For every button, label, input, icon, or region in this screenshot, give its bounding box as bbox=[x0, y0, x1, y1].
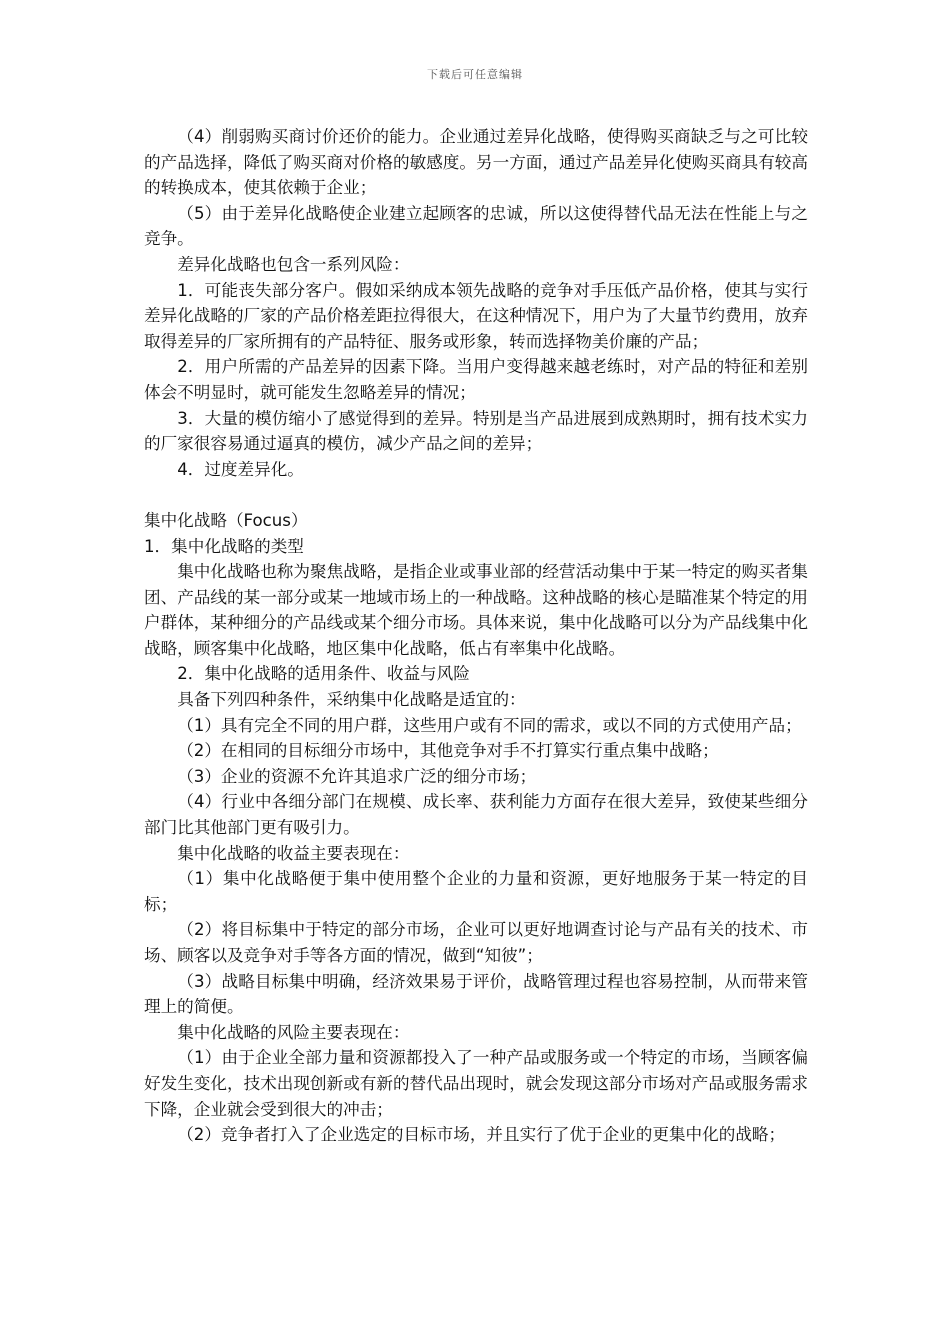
subsection-heading: 2．集中化战略的适用条件、收益与风险 bbox=[177, 664, 470, 684]
list-item: （2）竞争者打入了企业选定的目标市场，并且实行了优于企业的更集中化的战略； bbox=[177, 1125, 786, 1145]
paragraph: 1．可能丧失部分客户。假如采纳成本领先战略的竞争对手压低产品价格，使其与实行差异化战略的厂家的产品价格差距拉得很大，在这种情况下，用户为了大量节约费用，放弃取得差异的厂家所拥有的产品特征、服务或形象，转而选择物美价廉的产品； bbox=[144, 280, 808, 351]
paragraph: 4．过度差异化。 bbox=[177, 459, 304, 479]
paragraph: 2．用户所需的产品差异的因素下降。当用户变得越来越老练时，对产品的特征和差别体会不明显时，就可能发生忽略差异的情况； bbox=[144, 357, 808, 402]
list-item: （1）具有完全不同的用户群，这些用户或有不同的需求，或以不同的方式使用产品； bbox=[177, 715, 802, 735]
paragraph: 具备下列四种条件，采纳集中化战略是适宜的： bbox=[177, 690, 526, 710]
subsection-heading: 1．集中化战略的类型 bbox=[144, 536, 304, 556]
paragraph: 集中化战略的收益主要表现在： bbox=[177, 843, 410, 863]
list-item: （2）将目标集中于特定的部分市场，企业可以更好地调查讨论与产品有关的技术、市场、顾客以及竞争对手等各方面的情况，做到“知彼”； bbox=[144, 920, 808, 965]
paragraph: （5）由于差异化战略使企业建立起顾客的忠诚，所以这使得替代品无法在性能上与之竞争。 bbox=[144, 203, 808, 249]
list-item: （3）战略目标集中明确，经济效果易于评价，战略管理过程也容易控制，从而带来管理上的简便。 bbox=[144, 971, 808, 1017]
paragraph: 差异化战略也包含一系列风险： bbox=[177, 254, 410, 274]
list-item: （3）企业的资源不允许其追求广泛的细分市场； bbox=[177, 766, 537, 786]
list-item: （1）集中化战略便于集中使用整个企业的力量和资源，更好地服务于某一特定的目标； bbox=[144, 869, 808, 914]
paragraph: 集中化战略也称为聚焦战略，是指企业或事业部的经营活动集中于某一特定的购买者集团、产品线的某一部分或某一地域市场上的一种战略。这种战略的核心是瞄准某个特定的用户群体，某种细分的产品线或某个细分市场。具体来说，集中化战略可以分为产品线集中化战略，顾客集中化战略，地区集中化战略，低占有率集中化战略。 bbox=[144, 562, 808, 658]
paragraph: （4）削弱购买商讨价还价的能力。企业通过差异化战略，使得购买商缺乏与之可比较的产品选择，降低了购买商对价格的敏感度。另一方面，通过产品差异化使购买商具有较高的转换成本，使其依赖于企业； bbox=[144, 127, 808, 198]
list-item: （2）在相同的目标细分市场中，其他竞争对手不打算实行重点集中战略； bbox=[177, 741, 719, 761]
document-body bbox=[144, 124, 808, 1148]
list-item: （1）由于企业全部力量和资源都投入了一种产品或服务或一个特定的市场，当顾客偏好发生变化，技术出现创新或有新的替代品出现时，就会发现这部分市场对产品或服务需求下降，企业就会受到很大的冲击； bbox=[144, 1048, 808, 1119]
paragraph: 集中化战略的风险主要表现在： bbox=[177, 1022, 410, 1042]
blank-line bbox=[144, 482, 808, 508]
section-heading: 集中化战略（Focus） bbox=[144, 510, 308, 530]
paragraph: 3．大量的模仿缩小了感觉得到的差异。特别是当产品进展到成熟期时，拥有技术实力的厂家很容易通过逼真的模仿，减少产品之间的差异； bbox=[144, 408, 808, 454]
page-header: 下载后可任意编辑 bbox=[427, 68, 523, 81]
list-item: （4）行业中各细分部门在规模、成长率、获利能力方面存在很大差异，致使某些细分部门比其他部门更有吸引力。 bbox=[144, 792, 808, 838]
